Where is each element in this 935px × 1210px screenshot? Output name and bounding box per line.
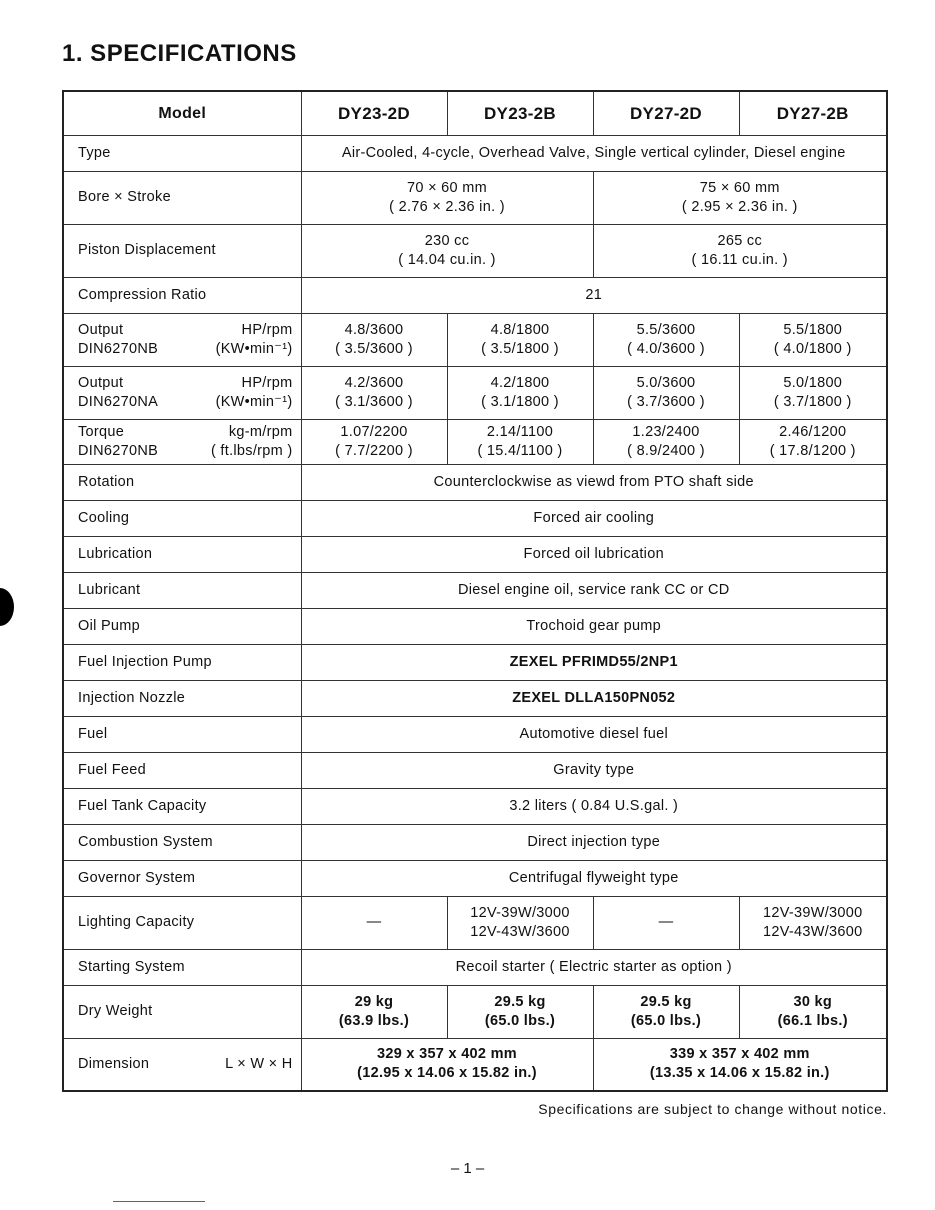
- weight-value: [593, 985, 739, 1038]
- torque-ftlbs: ( 7.7/2200 ): [335, 442, 413, 459]
- output-nb-hp: 5.5/3600: [636, 321, 696, 338]
- output-na-value: [593, 366, 739, 419]
- lighting-dy27-2b: [739, 896, 887, 949]
- fuel-feed-label: Fuel Feed: [63, 752, 301, 788]
- page-number: – 1 –: [450, 1160, 485, 1177]
- combustion-label: Combustion System: [63, 824, 301, 860]
- bore-dy23: [301, 171, 593, 224]
- row-output-nb: [63, 313, 887, 366]
- weight-lbs: (66.1 lbs.): [777, 1012, 848, 1029]
- output-nb-unit: HP/rpm: [241, 321, 293, 338]
- output-na-kw: ( 3.1/3600 ): [335, 393, 413, 410]
- dimension-dy23-mm: 329 x 357 x 402 mm: [376, 1046, 518, 1063]
- row-lubricant: [63, 572, 887, 608]
- fuel-feed-value: Gravity type: [301, 752, 887, 788]
- model-dy23-2d: DY23-2D: [301, 91, 447, 135]
- output-nb-unit-kw: (KW•min⁻¹): [215, 340, 293, 357]
- lighting-dy27-2d: —: [593, 896, 739, 949]
- output-nb-hp: 4.8/3600: [344, 321, 404, 338]
- weight-value: [739, 985, 887, 1038]
- torque-unit: kg-m/rpm: [228, 423, 293, 440]
- output-nb-value: [739, 313, 887, 366]
- displacement-dy23-cuin: ( 14.04 cu.in. ): [398, 251, 496, 268]
- cooling-value: Forced air cooling: [301, 500, 887, 536]
- output-na-kw: ( 3.7/1800 ): [773, 393, 852, 410]
- lighting-3600: 12V-43W/3600: [762, 923, 863, 940]
- torque-standard: DIN6270NB: [78, 442, 159, 459]
- injection-pump-value: ZEXEL PFRIMD55/2NP1: [301, 644, 887, 680]
- row-starting: [63, 949, 887, 985]
- governor-value: Centrifugal flyweight type: [301, 860, 887, 896]
- dimension-unit: L × W × H: [225, 1055, 293, 1072]
- bore-dy23-in: ( 2.76 × 2.36 in. ): [389, 198, 505, 215]
- row-combustion: [63, 824, 887, 860]
- torque-value: [739, 419, 887, 464]
- displacement-dy27-cuin: ( 16.11 cu.in. ): [691, 251, 788, 268]
- output-nb-kw: ( 3.5/3600 ): [335, 340, 413, 357]
- row-dimension: [63, 1038, 887, 1091]
- weight-kg: 29 kg: [354, 993, 394, 1010]
- bore-dy23-mm: 70 × 60 mm: [407, 179, 487, 196]
- bore-label: Bore × Stroke: [63, 171, 301, 224]
- output-na-label: [63, 366, 301, 419]
- lubricant-label: Lubricant: [63, 572, 301, 608]
- weight-value: [301, 985, 447, 1038]
- dimension-dy27-in: (13.35 x 14.06 x 15.82 in.): [649, 1065, 830, 1082]
- displacement-label: Piston Displacement: [63, 224, 301, 277]
- starting-value: Recoil starter ( Electric starter as option ): [301, 949, 887, 985]
- torque-title: Torque: [78, 423, 125, 440]
- dimension-dy23: [301, 1038, 593, 1091]
- row-lubrication: [63, 536, 887, 572]
- output-na-value: [447, 366, 593, 419]
- binding-hole-mark: [0, 588, 14, 626]
- lubrication-label: Lubrication: [63, 536, 301, 572]
- weight-lbs: (63.9 lbs.): [338, 1012, 410, 1029]
- row-governor: [63, 860, 887, 896]
- compression-label: Compression Ratio: [63, 277, 301, 313]
- bore-dy27-mm: 75 × 60 mm: [699, 179, 780, 196]
- output-nb-value: [301, 313, 447, 366]
- combustion-value: Direct injection type: [301, 824, 887, 860]
- row-rotation: [63, 464, 887, 500]
- row-oil-pump: [63, 608, 887, 644]
- dimension-dy27: [593, 1038, 887, 1091]
- row-injection-pump: [63, 644, 887, 680]
- row-lighting: [63, 896, 887, 949]
- bore-dy27: [593, 171, 887, 224]
- governor-label: Governor System: [63, 860, 301, 896]
- output-nb-label: [63, 313, 301, 366]
- row-displacement: [63, 224, 887, 277]
- dimension-title: Dimension: [78, 1055, 150, 1072]
- displacement-dy23: [301, 224, 593, 277]
- torque-kgm: 2.46/1200: [779, 423, 847, 440]
- lighting-label: Lighting Capacity: [63, 896, 301, 949]
- lighting-3000: 12V-39W/3000: [470, 904, 570, 921]
- weight-kg: 29.5 kg: [494, 993, 546, 1010]
- torque-label: [63, 419, 301, 464]
- row-cooling: [63, 500, 887, 536]
- lighting-3600: 12V-43W/3600: [470, 923, 570, 940]
- output-na-unit-kw: (KW•min⁻¹): [215, 393, 293, 410]
- fuel-label: Fuel: [63, 716, 301, 752]
- rotation-label: Rotation: [63, 464, 301, 500]
- bottom-rule: [113, 1201, 205, 1202]
- torque-value: [447, 419, 593, 464]
- output-na-kw: ( 3.1/1800 ): [481, 393, 559, 410]
- dimension-label: [63, 1038, 301, 1091]
- tank-label: Fuel Tank Capacity: [63, 788, 301, 824]
- dimension-dy27-mm: 339 x 357 x 402 mm: [669, 1046, 810, 1063]
- row-output-na: [63, 366, 887, 419]
- output-na-title: Output: [78, 374, 124, 391]
- row-compression: [63, 277, 887, 313]
- output-na-hp: 5.0/1800: [783, 374, 843, 391]
- specifications-table: [62, 90, 888, 1092]
- weight-value: [447, 985, 593, 1038]
- output-nb-kw: ( 4.0/1800 ): [773, 340, 852, 357]
- model-dy27-2b: DY27-2B: [739, 91, 887, 135]
- type-value: Air-Cooled, 4-cycle, Overhead Valve, Single vertical cylinder, Diesel engine: [301, 135, 887, 171]
- output-na-hp: 4.2/3600: [344, 374, 404, 391]
- page-title: 1. SPECIFICATIONS: [62, 40, 297, 67]
- oil-pump-value: Trochoid gear pump: [301, 608, 887, 644]
- lighting-dy23-2d: —: [301, 896, 447, 949]
- compression-value: 21: [301, 277, 887, 313]
- model-header: Model: [63, 91, 301, 135]
- injection-pump-label: Fuel Injection Pump: [63, 644, 301, 680]
- cooling-label: Cooling: [63, 500, 301, 536]
- weight-label: Dry Weight: [63, 985, 301, 1038]
- row-fuel: [63, 716, 887, 752]
- lubrication-value: Forced oil lubrication: [301, 536, 887, 572]
- row-type: [63, 135, 887, 171]
- header-row: [63, 91, 887, 135]
- row-fuel-feed: [63, 752, 887, 788]
- output-na-standard: DIN6270NA: [78, 393, 159, 410]
- oil-pump-label: Oil Pump: [63, 608, 301, 644]
- torque-ftlbs: ( 15.4/1100 ): [477, 442, 563, 459]
- torque-kgm: 2.14/1100: [486, 423, 554, 440]
- nozzle-label: Injection Nozzle: [63, 680, 301, 716]
- output-na-hp: 5.0/3600: [636, 374, 696, 391]
- type-label: Type: [63, 135, 301, 171]
- output-na-kw: ( 3.7/3600 ): [627, 393, 705, 410]
- model-dy27-2d: DY27-2D: [593, 91, 739, 135]
- output-na-hp: 4.2/1800: [490, 374, 550, 391]
- torque-unit-ftlbs: ( ft.lbs/rpm ): [210, 442, 293, 459]
- bore-dy27-in: ( 2.95 × 2.36 in. ): [681, 198, 798, 215]
- tank-value: 3.2 liters ( 0.84 U.S.gal. ): [301, 788, 887, 824]
- output-nb-title: Output: [78, 321, 124, 338]
- output-nb-hp: 4.8/1800: [490, 321, 550, 338]
- lubricant-value: Diesel engine oil, service rank CC or CD: [301, 572, 887, 608]
- weight-kg: 30 kg: [793, 993, 833, 1010]
- torque-value: [593, 419, 739, 464]
- output-nb-kw: ( 3.5/1800 ): [481, 340, 559, 357]
- output-nb-standard: DIN6270NB: [78, 340, 159, 357]
- torque-ftlbs: ( 17.8/1200 ): [769, 442, 856, 459]
- lighting-3000: 12V-39W/3000: [762, 904, 863, 921]
- weight-kg: 29.5 kg: [640, 993, 692, 1010]
- torque-kgm: 1.07/2200: [340, 423, 408, 440]
- torque-kgm: 1.23/2400: [632, 423, 700, 440]
- output-nb-kw: ( 4.0/3600 ): [627, 340, 705, 357]
- rotation-value: Counterclockwise as viewd from PTO shaft side: [301, 464, 887, 500]
- dimension-dy23-in: (12.95 x 14.06 x 15.82 in.): [357, 1065, 537, 1082]
- displacement-dy27-cc: 265 cc: [717, 232, 763, 249]
- output-nb-value: [447, 313, 593, 366]
- torque-value: [301, 419, 447, 464]
- output-na-value: [739, 366, 887, 419]
- model-dy23-2b: DY23-2B: [447, 91, 593, 135]
- output-na-value: [301, 366, 447, 419]
- row-injection-nozzle: [63, 680, 887, 716]
- fuel-value: Automotive diesel fuel: [301, 716, 887, 752]
- disclaimer-note: Specifications are subject to change without notice.: [538, 1101, 887, 1117]
- row-torque: [63, 419, 887, 464]
- row-bore-stroke: [63, 171, 887, 224]
- starting-label: Starting System: [63, 949, 301, 985]
- row-fuel-tank: [63, 788, 887, 824]
- output-nb-hp: 5.5/1800: [783, 321, 843, 338]
- output-na-unit: HP/rpm: [241, 374, 293, 391]
- displacement-dy27: [593, 224, 887, 277]
- lighting-dy23-2b: [447, 896, 593, 949]
- weight-lbs: (65.0 lbs.): [630, 1012, 702, 1029]
- torque-ftlbs: ( 8.9/2400 ): [627, 442, 705, 459]
- nozzle-value: ZEXEL DLLA150PN052: [301, 680, 887, 716]
- displacement-dy23-cc: 230 cc: [424, 232, 470, 249]
- row-dry-weight: [63, 985, 887, 1038]
- output-nb-value: [593, 313, 739, 366]
- weight-lbs: (65.0 lbs.): [484, 1012, 556, 1029]
